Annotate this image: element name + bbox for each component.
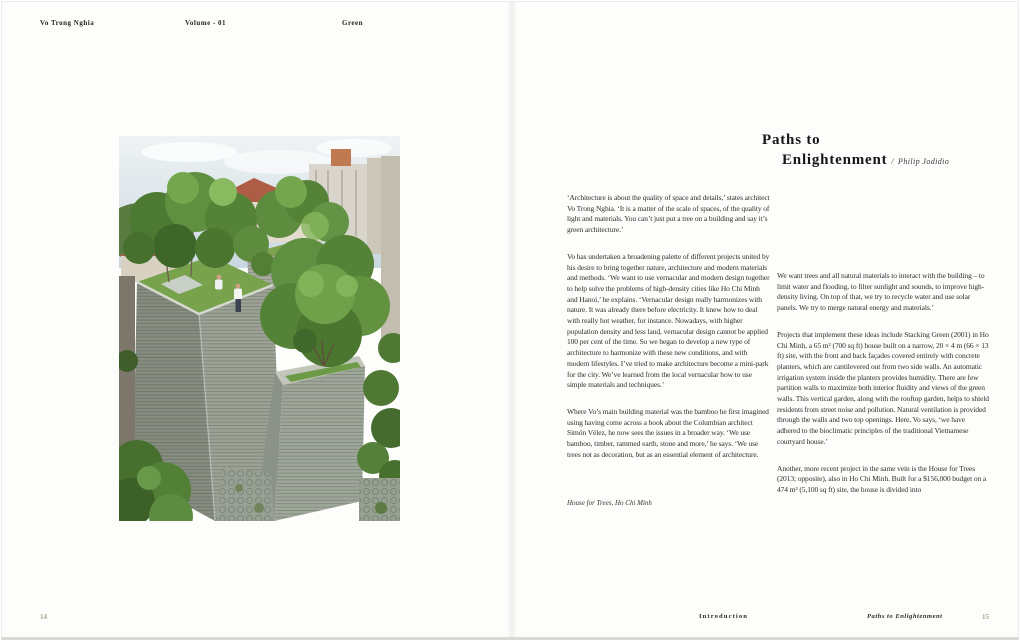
chapter-title-line1: Paths to — [762, 132, 821, 148]
paragraph: Projects that implement these ideas include Stacking Green (2001) in Ho Chi Minh, a 65 m² (700 sq ft) house built on a narrow, 20 × 4 m (66 × 13 ft) site, with the front and back façades covered entirely with concrete planters, which are cantilevered out from two side walls. An automatic irrigation system inside the planters provides humidity. There are few partition walls to maximize both interior fluidity and views of the green walls. This vertical garden, along with the rooftop garden, helps to shield residents from street noise and pollution. Natural ventilation is provided through the walls and two top openings. Here, Vo says, ‘we have adhered to the bioclimatic principles of the traditional Vietnamese courtyard house.’ — [777, 329, 989, 446]
page-gutter — [507, 2, 517, 637]
paragraph: Vo has undertaken a broadening palette of different projects united by his desire to bring together nature, architecture and modern materials and methods. ‘We want to use vernacular and modern design together to help solve the problems of high-density cities like Ho Chi Minh and Hanoi,’ he explains. ‘Vernacular design really harmonizes with nature. It was already there before electricity. It knew how to deal with really hot weather, for instance. Nowadays, with higher population density and less land, vernacular design cannot be applied 100 per cent of the time. So we began to develop a new type of architecture to harmonize with these new conditions, and with modern lifestyles. I’ve tried to make architecture become a mini-park for the city. We’ve learned from the local vernacular how to use simple materials and techniques.’ — [567, 251, 770, 390]
big-tree-canopy — [260, 235, 390, 367]
chapter-title-block — [742, 131, 1012, 171]
page-number-left: 14 — [40, 613, 47, 621]
book-spread — [1, 1, 1019, 640]
text-column-right — [777, 271, 989, 512]
running-head-volume: Volume - 01 — [185, 19, 227, 27]
paragraph: Another, more recent project in the same vein is the House for Trees (2013; opposite), also in Ho Chi Minh. Built for a $156,000 budget on a 474 m² (5,100 sq ft) site, the house is divided into — [777, 463, 987, 494]
paragraph: Where Vo’s main building material was the bamboo he first imagined using having come across a book about the Columbian architect Simón Vélez, he now sees the issues in a broader way. ‘We use bamboo, timber, rammed earth, stone and more,’ he says. ‘We use trees not as decoration, but as an essential element of architecture. — [567, 406, 769, 459]
footer-chapter-label: Paths to Enlightenment — [867, 613, 943, 620]
paragraph: ‘Architecture is about the quality of space and details,’ states architect Vo Trong Nghia. ‘It is a matter of the scale of spaces, of the quality of light and materials. You can’t just put a tree on a building and say it’s green architecture.’ — [567, 193, 770, 235]
footer-section-label: Introduction — [699, 613, 748, 620]
running-head-series: Green — [342, 19, 364, 27]
paragraph: We want trees and all natural materials to interact with the building – to limit water and flooding, to filter sunlight and sounds, to improve high-density living. On top of that, we try to recycle water and use solar panels. We try to merge natural energy and materials.’ — [777, 271, 985, 313]
photo-house-for-trees — [119, 136, 400, 521]
text-column-left — [567, 193, 771, 476]
chapter-author: Philip Jodidio — [898, 157, 950, 166]
chapter-title-line2-row — [782, 150, 1012, 171]
title-author-separator: / — [891, 157, 895, 166]
running-head-author: Vo Trong Nghia — [40, 19, 95, 27]
house-for-trees-illustration — [119, 136, 400, 521]
chapter-title-line2: Enlightenment — [782, 152, 888, 168]
photo-caption: House for Trees, Ho Chi Minh — [567, 499, 652, 507]
page-number-right: 15 — [982, 613, 989, 621]
